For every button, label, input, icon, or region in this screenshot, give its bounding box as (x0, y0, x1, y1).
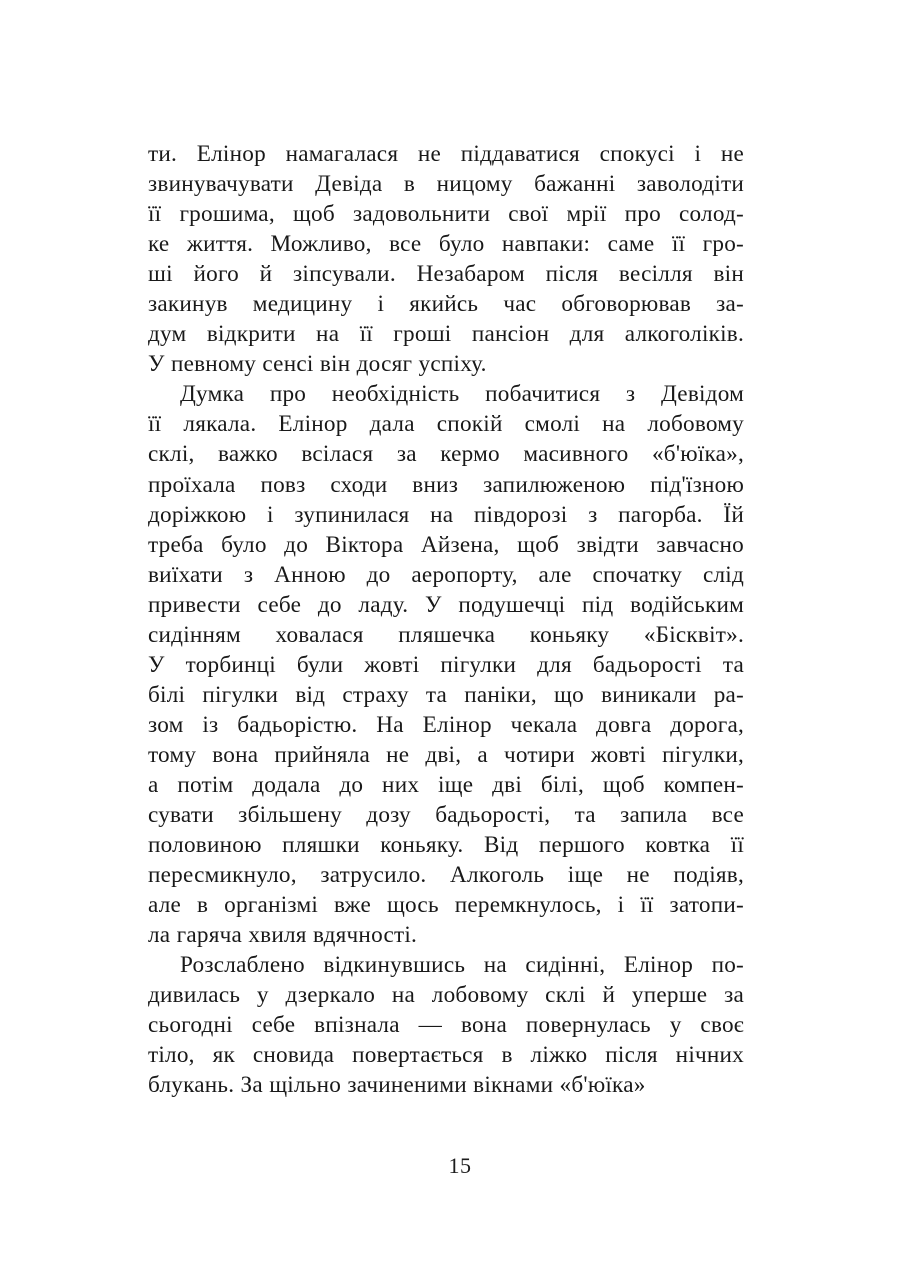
text-line: але в організмі вже щось перемкнулось, і її затопи- (148, 892, 744, 919)
text-line: білі пігулки від страху та паніки, що виникали ра- (148, 681, 744, 708)
text-line: ші його й зіпсували. Незабаром після весілля він (148, 261, 744, 288)
text-line: У торбинці були жовті пігулки для бадьорості та (148, 651, 744, 678)
text-line: її лякала. Елінор дала спокій смолі на лобовому (148, 411, 744, 438)
text-line: пересмикнуло, затрусило. Алкоголь іще не подіяв, (148, 862, 744, 889)
text-line: треба було до Віктора Айзена, щоб звідти завчасно (148, 531, 744, 558)
paragraph-two (148, 379, 744, 950)
text-line: виїхати з Анною до аеропорту, але спочатку слід (148, 561, 744, 588)
text-line: проїхала повз сходи вниз запилюженою під'їзною (148, 471, 744, 498)
text-line: ке життя. Можливо, все було навпаки: саме її гро- (148, 231, 744, 258)
text-line: тому вона прийняла не дві, а чотири жовті пігулки, (148, 741, 744, 768)
text-line: ти. Елінор намагалася не піддаватися спокусі і не (148, 141, 744, 167)
paragraph-three (148, 950, 744, 1100)
text-line: сувати збільшену дозу бадьорості, та запила все (148, 802, 744, 829)
text-line: Розслаблено відкинувшись на сидінні, Елінор по- (180, 952, 744, 979)
text-line: привести себе до ладу. У подушечці під водійським (148, 591, 744, 618)
text-line: закинув медицину і якийсь час обговорював за- (148, 291, 744, 318)
text-line: дум відкрити на її гроші пансіон для алкоголіків. (148, 321, 744, 348)
page-text-block (148, 139, 744, 1101)
text-line: Думка про необхідність побачитися з Девідом (180, 381, 744, 408)
text-line: дивилась у дзеркало на лобовому склі й уперше за (148, 982, 744, 1009)
text-line: половиною пляшки коньяку. Від першого ковтка її (148, 832, 744, 859)
paragraph-continuation (148, 139, 744, 379)
text-line: звинувачувати Девіда в ницому бажанні заволодіти (148, 171, 744, 198)
text-line: склі, важко всілася за кермо масивного «б'юїка», (148, 441, 744, 468)
text-line: сидінням ховалася пляшечка коньяку «Бісквіт». (148, 621, 744, 648)
text-line: тіло, як сновида повертається в ліжко після нічних (148, 1042, 744, 1069)
page-number: 15 (448, 1153, 472, 1178)
text-line: У певному сенсі він досяг успіху. (148, 351, 487, 378)
text-line: її грошима, щоб задовольнити свої мрії про солод- (148, 201, 744, 228)
text-line: сьогодні себе впізнала — вона повернулась у своє (148, 1012, 744, 1039)
text-line: зом із бадьорістю. На Елінор чекала довга дорога, (148, 711, 744, 738)
text-line: а потім додала до них іще дві білі, щоб компен- (148, 771, 744, 798)
text-line: блукань. За щільно зачиненими вікнами «б'юїка» (148, 1072, 646, 1099)
text-line: ла гаряча хвиля вдячності. (148, 922, 418, 949)
text-line: доріжкою і зупинилася на півдорозі з пагорба. Їй (148, 501, 744, 528)
